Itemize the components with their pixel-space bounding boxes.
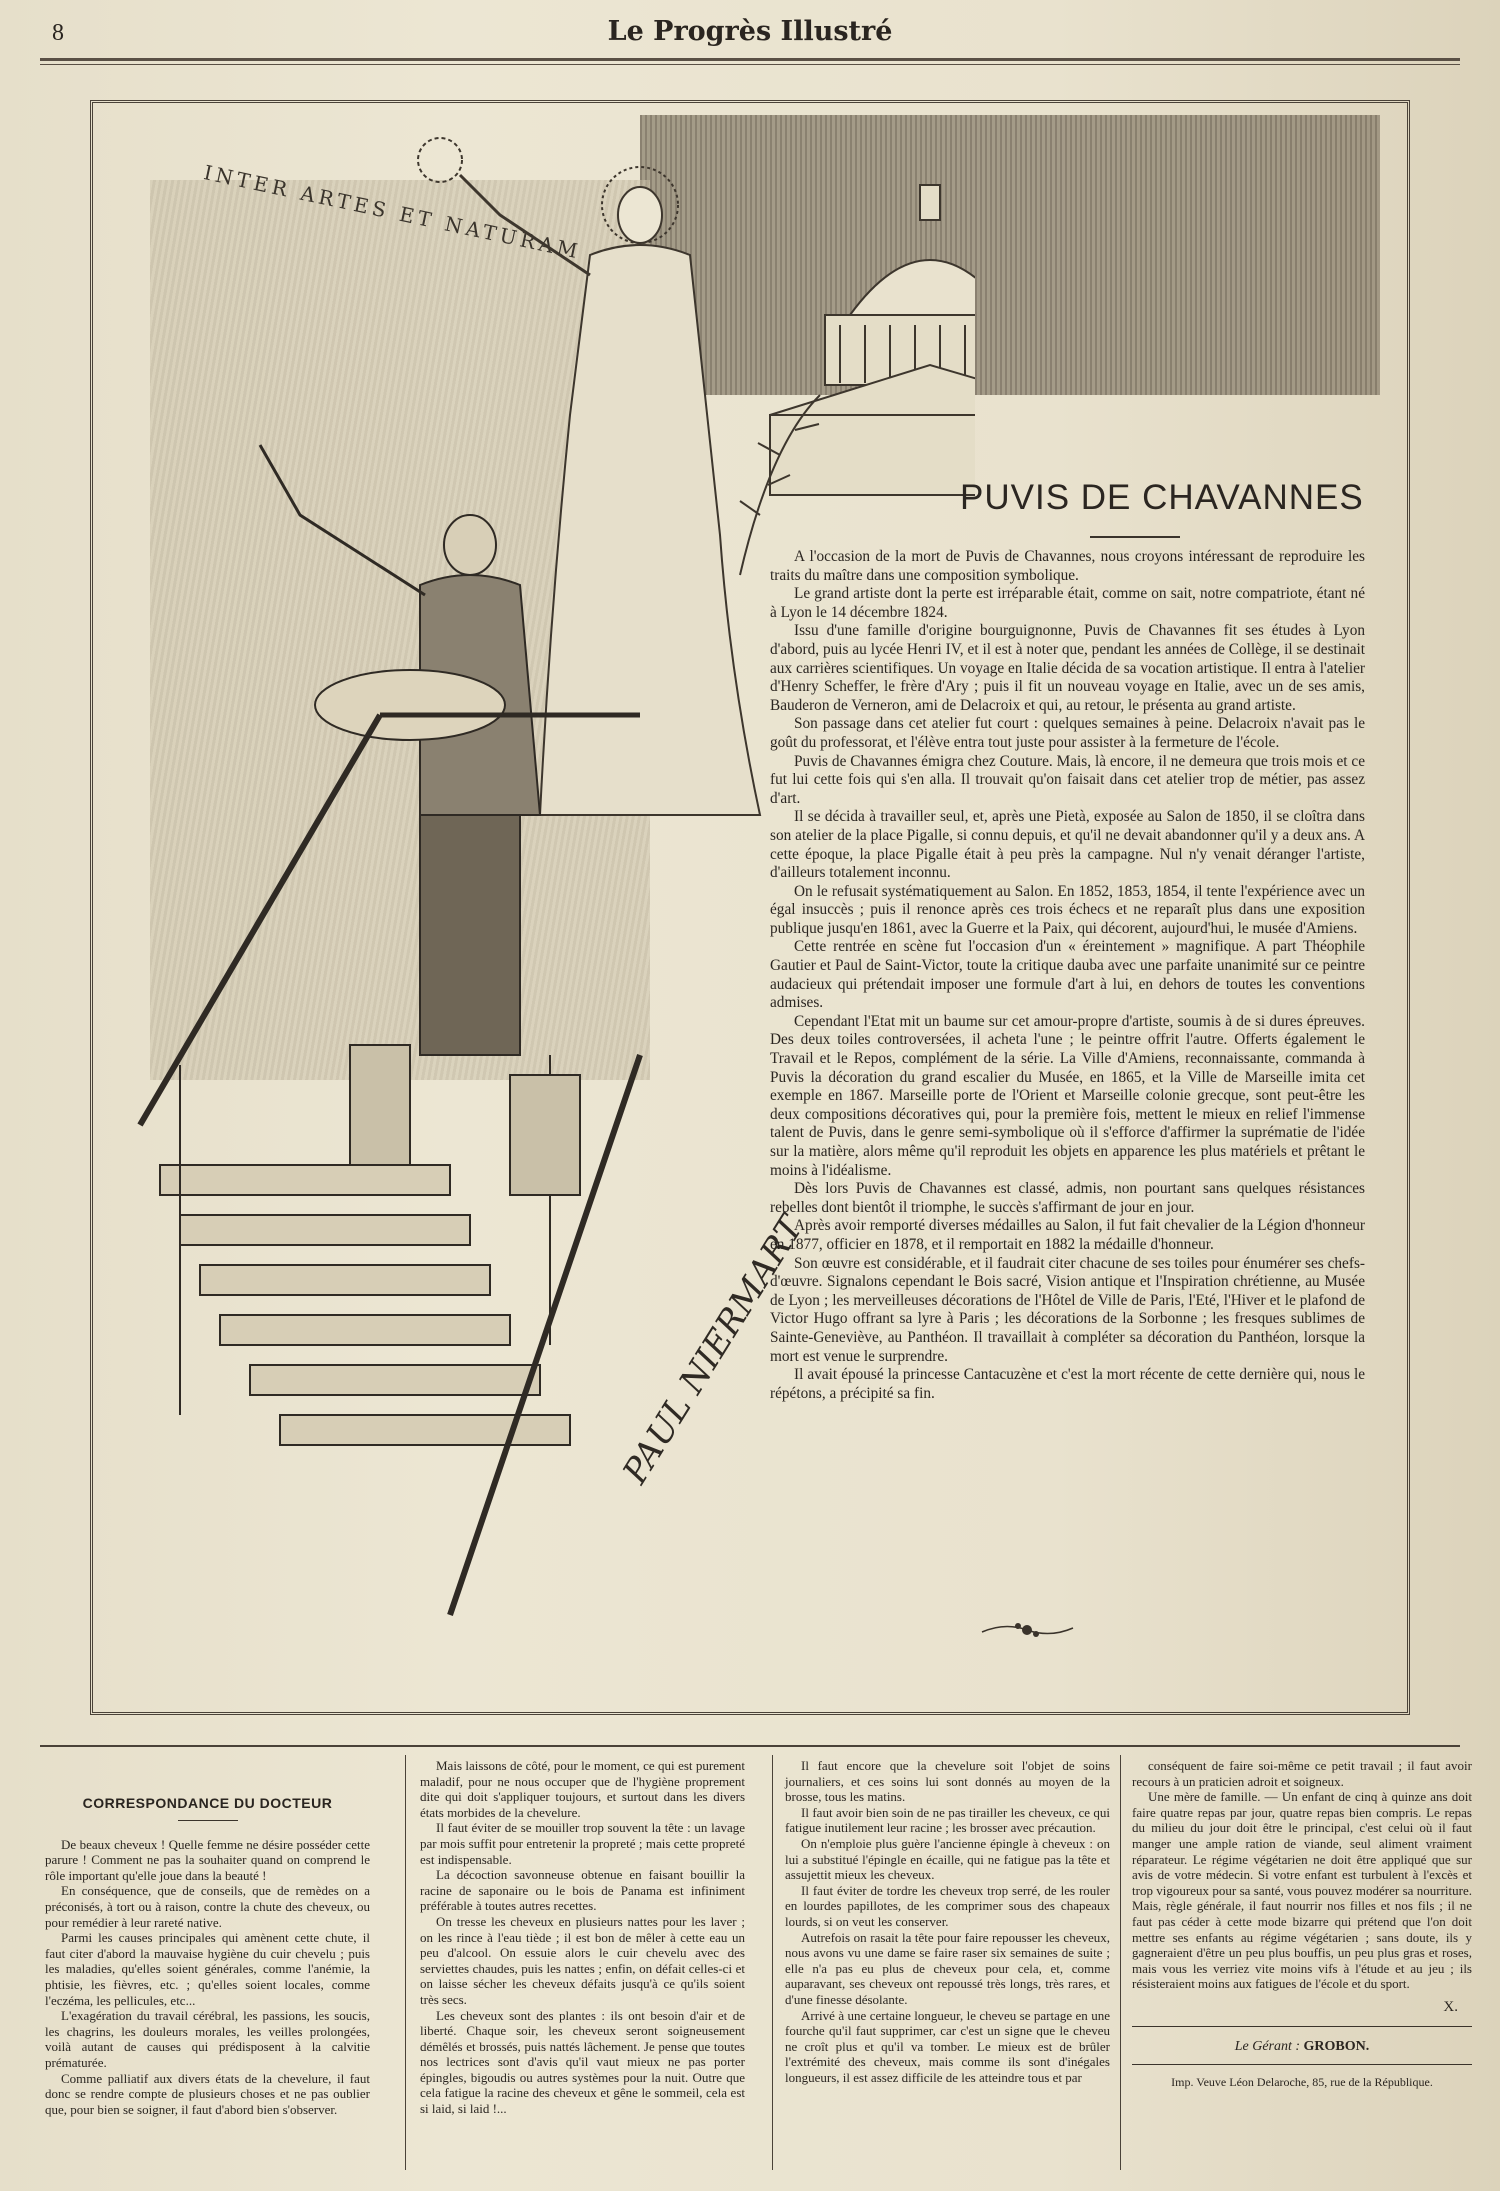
column-paragraph: Les cheveux sont des plantes : ils ont besoin d'air et de liberté. Chaque soir, les cheveux seront soigneusement démêlés et brossés, puis nattés lâchement. Je pense que toutes nos lectrices sont d'avis qu'il vaut mieux ne pas porter épingles, bigoudis ou autres systèmes pour la nuit. Outre que cela fatigue la racine des cheveux et gêne le sommeil, cela est si laid, si laid !... xyxy=(420,2007,745,2117)
column-paragraph: conséquent de faire soi-même ce petit travail ; il faut avoir recours à un praticien adroit et soigneux. xyxy=(1132,1758,1472,1789)
staircase-drawing xyxy=(140,715,640,1615)
correspondance-column-4 xyxy=(1132,1758,1472,2091)
correspondance-column-3 xyxy=(785,1758,1110,2085)
column-signature: X. xyxy=(1443,1998,1458,2015)
printer-imprint: Imp. Veuve Léon Delaroche, 85, rue de la République. xyxy=(1171,2075,1433,2090)
article-paragraph: Cette rentrée en scène fut l'occasion d'un « éreintement » magnifique. A part Théophile Gautier et Paul de Saint-Victor, toute la critique dauba avec une parfaite unanimité sur ce peintre audacieux qui prétendait imposer une formule d'art à lui, en dehors de toutes les conventions admises. xyxy=(770,938,1365,1012)
column-paragraph: Il faut éviter de tordre les cheveux trop serré, de les rouler en lourdes papillotes, de les comprimer sous des chapeaux lourds, si on veut les conserver. xyxy=(785,1882,1110,1929)
column-paragraph: Une mère de famille. — Un enfant de cinq à quinze ans doit faire quatre repas par jour, quatre repas bien compris. Le repas du milieu du jour doit être le principal, c'est celui où il faut manger une ample ration de viande, seul aliment vraiment réparateur. Le régime végétarien ne doit être appliqué que sur avis de votre médecin. Si votre enfant est turbulent à l'excès et trop vigoureux pour sa santé, vous pouvez modérer sa nourriture. Mais, règle générale, il faut nourrir nos filles et nos fils ; il ne faut pas céder à cette mode bizarre qui prétend que l'on doit mettre ses enfants au régime végétarien ; sans doute, ils y gagneraient d'être un peu plus bouffis, un peu plus gras et roses, mais vous les verriez vite moins vifs à l'étude et au jeu ; ils résisteraient moins aux fatigues de l'école et du sport. xyxy=(1132,1789,1472,1992)
column-paragraph: Arrivé à une certaine longueur, le cheveu se partage en une fourche qu'il faut supprimer, car c'est un signe que le cheveu ne croît plus et qu'il va tomber. Le mieux est de brûler l'extrémité des cheveux, mais comme ils sont d'inégales longueurs, il est assez difficile de les atteindre tous et par xyxy=(785,2007,1110,2085)
top-rule-thin xyxy=(40,64,1460,65)
correspondance-column-2 xyxy=(420,1758,745,2117)
column-paragraph: En conséquence, que de conseils, que de remèdes on a préconisés, à tort ou à raison, contre la chute des cheveux, ou pour remédier à leur rareté native. xyxy=(45,1883,370,1930)
correspondance-heading: CORRESPONDANCE DU DOCTEUR xyxy=(82,1795,333,1811)
article-paragraph: Son œuvre est considérable, et il faudrait citer chacune de ses toiles pour énumérer ses chefs-d'œuvre. Signalons cependant le Bois sacré, Vision antique et l'Inspiration chrétienne, au Musée de Lyon ; les merveilleuses décorations de l'Hôtel de Ville de Paris, l'Eté, l'Hiver et le plafond de Victor Hugo offrant sa lyre à Paris ; les décorations de la Sorbonne ; les fresques sublimes de Sainte-Geneviève, au Panthéon. Il travaillait à compléter sa décoration du Panthéon, lorsque la mort est venue le surprendre. xyxy=(770,1254,1365,1365)
article-title: PUVIS DE CHAVANNES xyxy=(960,478,1364,517)
artist-signature: PAUL NIERMART xyxy=(615,1209,812,1491)
section-rule xyxy=(40,1745,1460,1747)
column-paragraph: Autrefois on rasait la tête pour faire repousser les cheveux, nous avons vu une dame se faire raser six semaines de suite ; elle n'a pas eu plus de cheveux pour cela, et, comme auparavant, ses cheveux ont repoussé très longs, très rares, et d'une finesse désolante. xyxy=(785,1929,1110,2007)
correspondance-column-1 xyxy=(45,1758,370,2117)
column-paragraph: L'exagération du travail cérébral, les passions, les soucis, les chagrins, les douleurs morales, les veilles prolongées, voilà autant de causes qui prédisposent à la calvitie prématurée. xyxy=(45,2008,370,2070)
gerant-line xyxy=(1132,2039,1472,2055)
column-separator xyxy=(1120,1755,1121,2170)
footer-rule xyxy=(1132,2026,1472,2027)
illustration-inscription: INTER ARTES ET NATURAM xyxy=(201,160,584,264)
article-paragraph: Dès lors Puvis de Chavannes est classé, admis, non pourtant sans quelques résistances rebelles dont bientôt il triomphe, le succès s'affirmant de jour en jour. xyxy=(770,1180,1365,1216)
top-rule xyxy=(40,58,1460,61)
column-paragraph: On tresse les cheveux en plusieurs nattes pour les laver ; on les rince à l'eau tiède ; il est bon de mêler à cette eau un peu d'alcool. On essuie alors le cuir chevelu avec des serviettes chaudes, puis les nattes ; enfin, on défait celles-ci et on laisse sécher les cheveux défaits jusqu'à ce qu'ils soient très secs. xyxy=(420,1913,745,2007)
column-paragraph: On n'emploie plus guère l'ancienne épingle à cheveux : on lui a substitué l'épingle en écaille, qui ne fatigue pas la tête et assujettit mieux les cheveux. xyxy=(785,1835,1110,1883)
article-paragraph: Son passage dans cet atelier fut court : quelques semaines à peine. Delacroix n'avait pas le goût du professorat, et l'élève entra tout juste pour assister à la fermeture de l'école. xyxy=(770,715,1365,751)
page-number: 8 xyxy=(52,20,64,46)
footer-rule xyxy=(1132,2064,1472,2065)
floral-ornament-icon xyxy=(980,1620,1075,1640)
article-body xyxy=(770,548,1365,1403)
article-paragraph: Issu d'une famille d'origine bourguignonne, Puvis de Chavannes fit ses études à Lyon d'abord, puis au lycée Henri IV, et il est à noter que, pendant les années de Collège, il se destinait aux carrières scientifiques. Un voyage en Italie décida de sa vocation artistique. Il entra à l'atelier d'Henry Scheffer, le frère d'Ary ; puis il fit un nouveau voyage en Italie, avec un de ses amis, Bauderon de Verneron, ami de Delacroix et qui, au retour, le présenta au grand artiste. xyxy=(770,622,1365,714)
heading-underline xyxy=(178,1820,238,1821)
column-paragraph: Il faut avoir bien soin de ne pas tirailler les cheveux, ce qui fatigue inutilement leur racine ; les brosser avec précaution. xyxy=(785,1804,1110,1836)
column-paragraph: De beaux cheveux ! Quelle femme ne désire posséder cette parure ! Comment ne pas la souhaiter quand on comprend le rôle important qu'elle joue dans la beauté ! xyxy=(45,1836,370,1883)
article-paragraph: Il avait épousé la princesse Cantacuzène et c'est la mort récente de cette dernière qui, nous le répétons, a précipité sa fin. xyxy=(770,1366,1365,1402)
article-paragraph: On le refusait systématiquement au Salon. En 1852, 1853, 1854, il tente l'expérience avec un égal insuccès ; puis il renonce après ces trois échecs et ne reparaît plus dans une exposition publique jusqu'en 1861, avec la Guerre et la Paix, qui décorent, aujourd'hui, le musée d'Amiens. xyxy=(770,882,1365,937)
column-paragraph: Parmi les causes principales qui amènent cette chute, il faut citer d'abord la mauvaise hygiène du cuir chevelu ; puis les maladies, qu'elles soient générales, comme l'anémie, la phtisie, les fièvres, etc. ; qu'elles soient locales, comme l'eczéma, les pellicules, etc... xyxy=(45,1930,370,2008)
masthead: Le Progrès Illustré xyxy=(607,16,893,47)
column-separator xyxy=(405,1755,406,2170)
article-paragraph: Puvis de Chavannes émigra chez Couture. Mais, là encore, il ne demeura que trois mois et ce fut lui cette fois qui s'en alla. Il trouvait qu'on faisait dans cet atelier trop de métier, pas assez d'art. xyxy=(770,752,1365,807)
column-paragraph: Comme palliatif aux divers états de la chevelure, il faut donc se rendre compte de plusieurs choses et ne pas oublier que, pour bien se soigner, il faut d'abord bien s'observer. xyxy=(45,2070,370,2117)
article-paragraph: Il se décida à travailler seul, et, après une Pietà, exposée au Salon de 1850, il se cloîtra dans son atelier de la place Pigalle, si connu depuis, et qu'il ne devait abandonner qu'il y a deux ans. A cette époque, la place Pigalle était à peu près la campagne. Nul n'y venait déranger l'artiste, d'ailleurs totalement inconnu. xyxy=(770,808,1365,882)
gerant-label: Le Gérant : xyxy=(1234,2038,1301,2054)
column-separator xyxy=(772,1755,773,2170)
column-paragraph: La décoction savonneuse obtenue en faisant bouillir la racine de saponaire ou le bois de Panama est infiniment préférable à toutes autres recettes. xyxy=(420,1867,745,1914)
column-paragraph: Il faut éviter de se mouiller trop souvent la tête : un lavage par mois suffit pour entretenir la propreté ; mais cette propreté est indispensable. xyxy=(420,1820,745,1867)
article-paragraph: A l'occasion de la mort de Puvis de Chavannes, nous croyons intéressant de reproduire les traits du maître dans une composition symbolique. xyxy=(770,548,1365,584)
gerant-name: GROBON. xyxy=(1303,2038,1370,2054)
article-paragraph: Cependant l'Etat mit un baume sur cet amour-propre d'artiste, soumis à de si dures épreuves. Des deux toiles controversées, il acheta l'une ; le peintre offrit l'autre. Offerts également le Travail et le Repos, complément de la série. La Ville d'Amiens, reconnaissante, commanda à Puvis la décoration du grand escalier du Musée, en 1865, et la Ville de Marseille imita cet exemple en 1867. Marseille porte de l'Orient et Marseille colonie grecque, sont peut-être les deux compositions décoratives qui, pour la première fois, mettent le mieux en relief l'immense talent de Puvis, dans le genre semi-symbolique où il s'efforce d'affirmer la suprématie de l'idée sur la matière, alors même qu'il reproduit les objets en apparence les plus matériels et prêtant le moins à l'idéalisme. xyxy=(770,1012,1365,1179)
title-underline xyxy=(1090,536,1180,538)
article-paragraph: Après avoir remporté diverses médailles au Salon, il fut fait chevalier de la Légion d'honneur en 1877, officier en 1878, et il remportait en 1882 la médaille d'honneur. xyxy=(770,1217,1365,1253)
column-paragraph: Mais laissons de côté, pour le moment, ce qui est purement maladif, pour ne nous occuper que de l'hygiène proprement dite qui doit s'appliquer toujours, et surtout dans les divers états morbides de la chevelure. xyxy=(420,1758,745,1820)
column-paragraph: Il faut encore que la chevelure soit l'objet de soins journaliers, et ces soins lui sont donnés au moyen de la brosse, tous les matins. xyxy=(785,1758,1110,1805)
pantheon-drawing xyxy=(770,185,975,495)
article-paragraph: Le grand artiste dont la perte est irréparable était, comme on sait, notre compatriote, étant né à Lyon le 14 décembre 1824. xyxy=(770,585,1365,621)
painter-figure xyxy=(260,445,540,1055)
